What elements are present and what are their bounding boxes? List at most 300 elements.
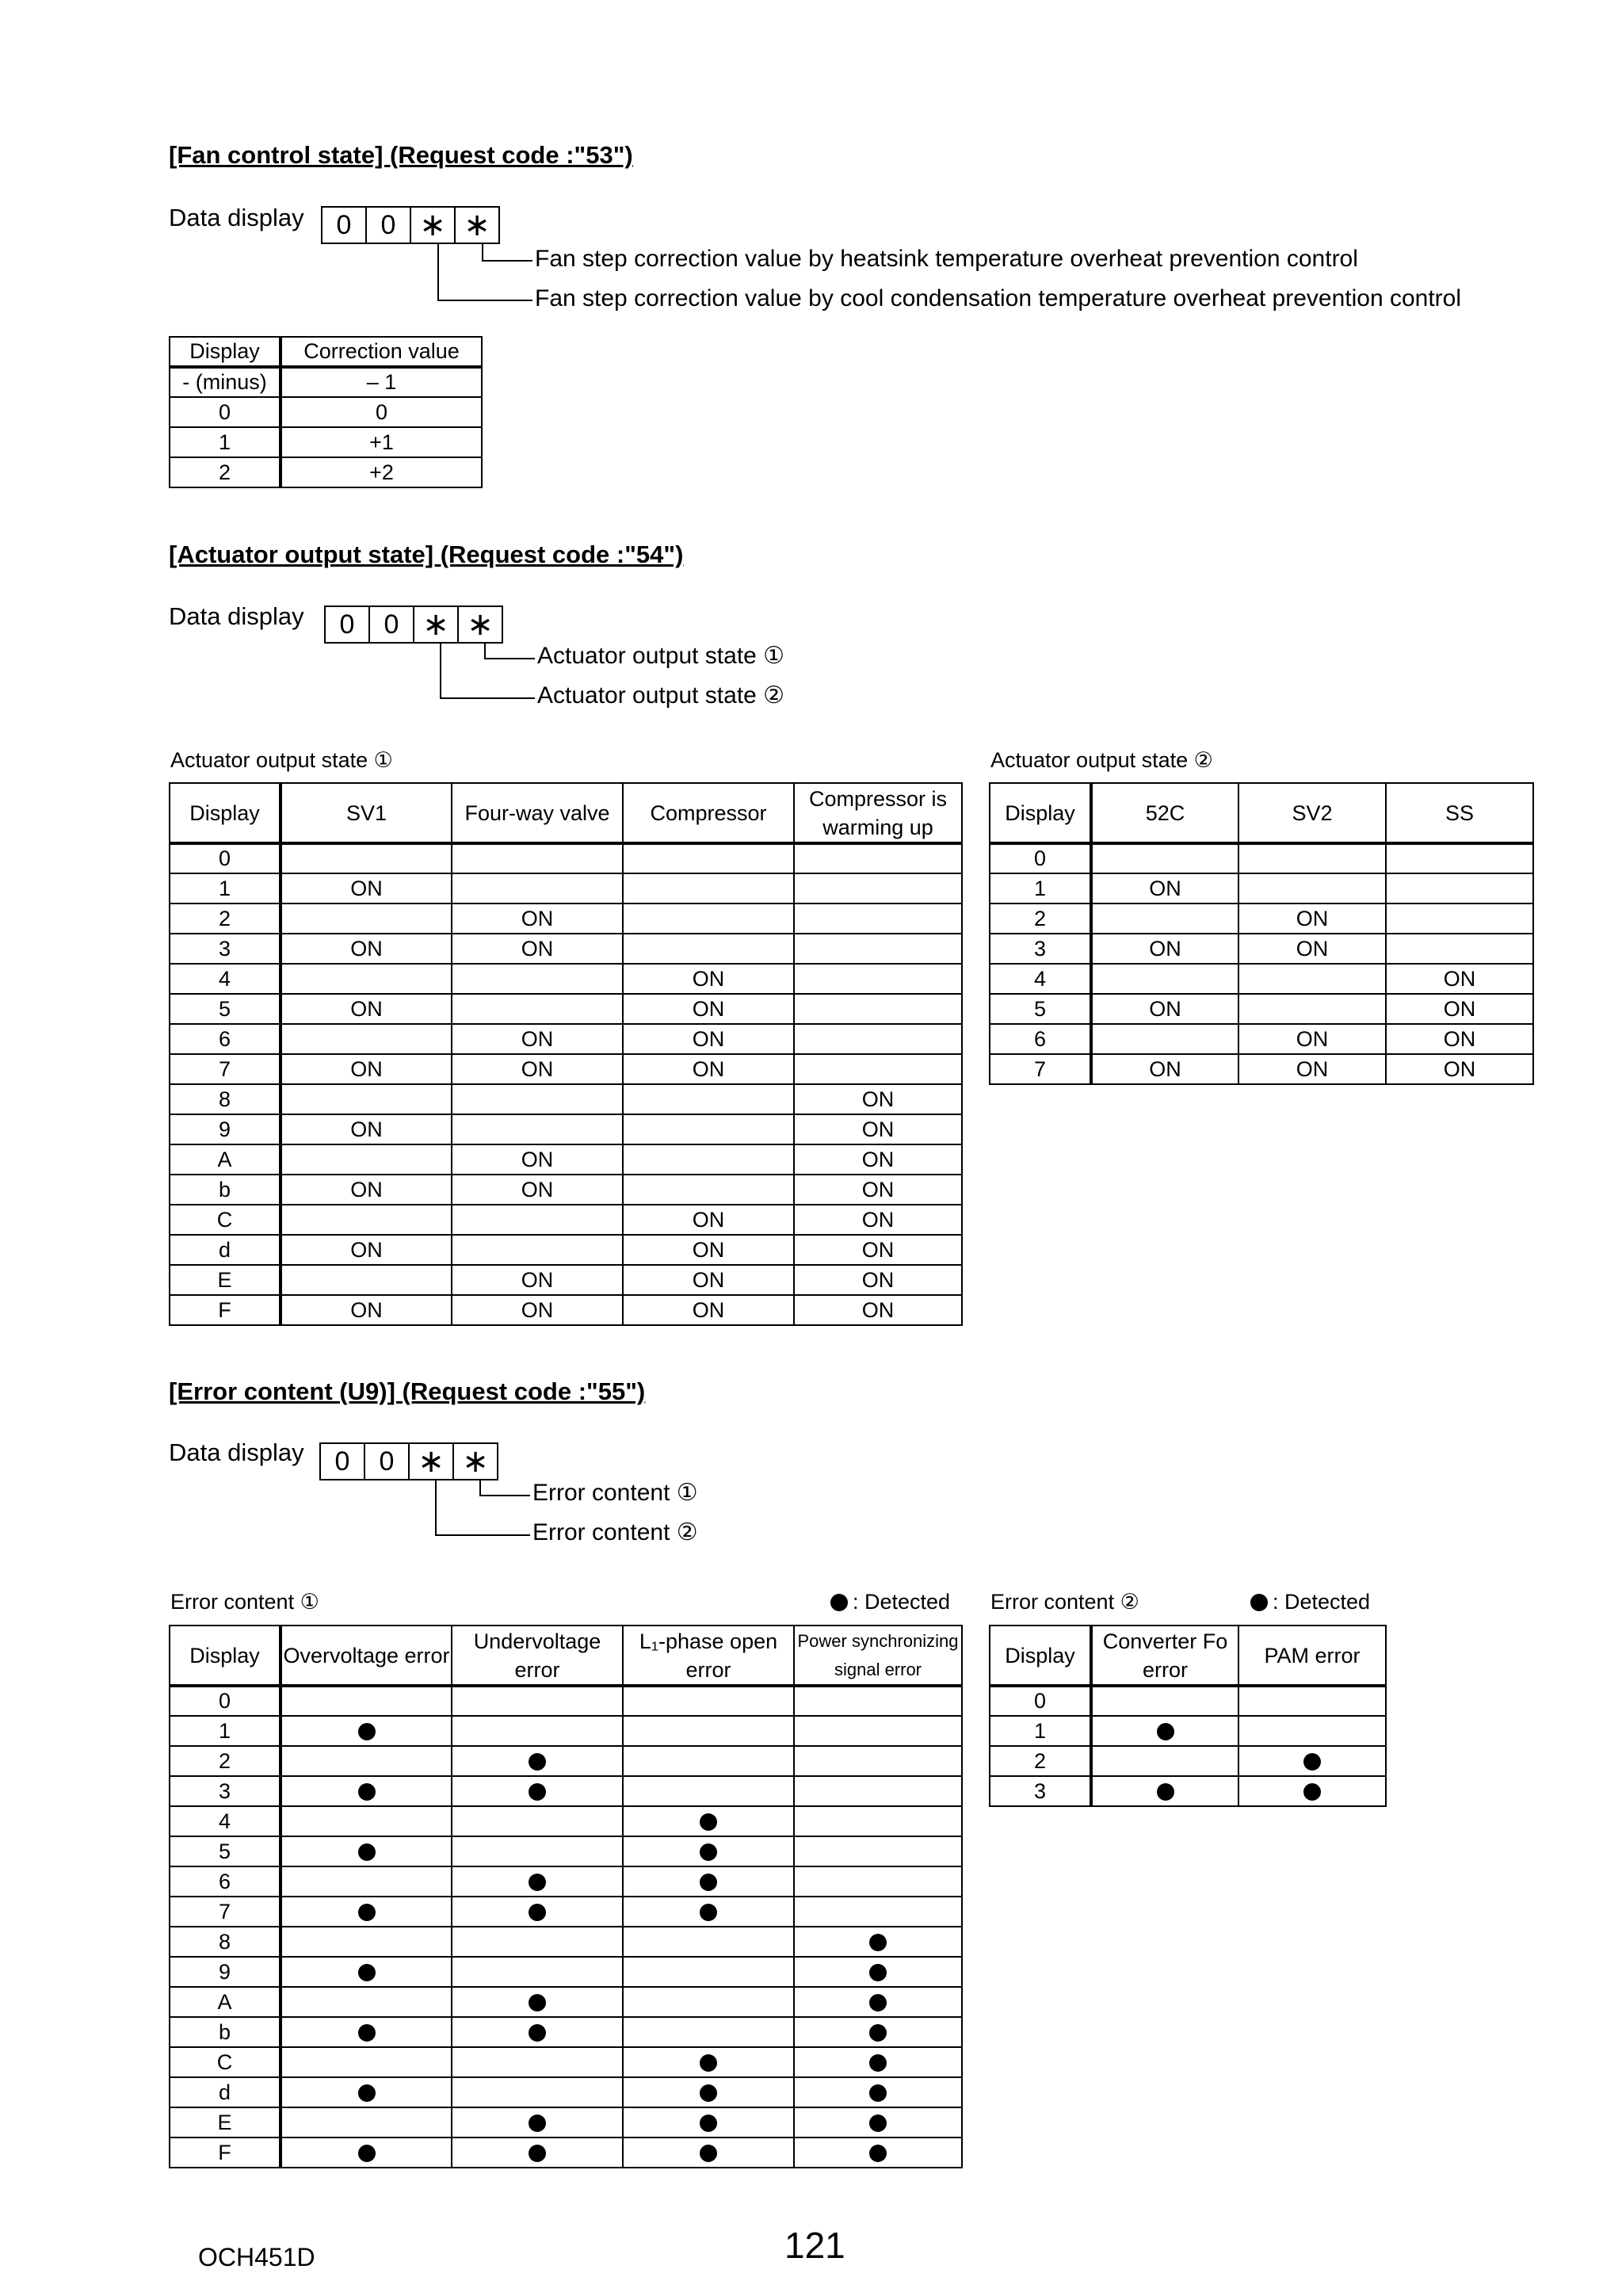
detected-dot-icon	[700, 1904, 717, 1921]
state-cell: ON	[452, 1024, 623, 1054]
table-row	[170, 964, 962, 994]
state-cell	[794, 934, 962, 964]
state-cell: ON	[1386, 994, 1533, 1024]
state-cell	[452, 873, 623, 904]
flag-cell	[623, 1927, 794, 1957]
detected-dot-icon	[869, 2054, 887, 2072]
header-cell: SV2	[1238, 783, 1386, 843]
detected-dot-icon	[529, 1994, 546, 2011]
display-cell: 7	[170, 1054, 281, 1084]
state-cell: ON	[1238, 1024, 1386, 1054]
state-cell	[623, 904, 794, 934]
error-digit: 0	[365, 1444, 410, 1479]
flag-cell	[623, 1897, 794, 1927]
table-row	[170, 2077, 962, 2107]
state-cell: ON	[623, 1235, 794, 1265]
actuator-callout-2: Actuator output state ②	[537, 682, 785, 709]
flag-cell	[623, 2077, 794, 2107]
flag-cell	[452, 1746, 623, 1776]
display-cell: 5	[990, 994, 1091, 1024]
flag-cell	[794, 1957, 962, 1987]
flag-cell	[1091, 1686, 1238, 1716]
state-cell: ON	[1238, 904, 1386, 934]
state-cell: ON	[281, 1114, 452, 1144]
flag-cell	[281, 1866, 452, 1897]
detected-dot-icon	[869, 2145, 887, 2162]
error-legend-2	[1250, 1590, 1370, 1614]
detected-dot-icon	[529, 1904, 546, 1921]
display-cell: 8	[170, 1084, 281, 1114]
cell: – 1	[281, 367, 482, 397]
display-cell: 5	[170, 1836, 281, 1866]
state-cell	[1091, 1024, 1238, 1054]
flag-cell	[281, 2137, 452, 2168]
display-cell: A	[170, 1987, 281, 2017]
detected-dot-icon	[358, 1783, 376, 1801]
cell: 0	[281, 397, 482, 427]
state-cell	[452, 1235, 623, 1265]
table-row	[990, 1746, 1386, 1776]
flag-cell	[452, 2137, 623, 2168]
state-cell: ON	[281, 994, 452, 1024]
flag-cell	[281, 1686, 452, 1716]
table-row	[170, 904, 962, 934]
detected-dot-icon	[869, 2115, 887, 2132]
detected-dot-icon	[1250, 1594, 1268, 1611]
state-cell	[452, 1205, 623, 1235]
flag-cell	[623, 1987, 794, 2017]
fan-digit: 0	[322, 208, 367, 243]
table-header-row	[990, 1626, 1386, 1686]
header-cell: L₁-phase open error	[623, 1626, 794, 1686]
detected-dot-icon	[1303, 1783, 1321, 1801]
state-cell	[1386, 934, 1533, 964]
flag-cell	[281, 1746, 452, 1776]
state-cell	[623, 1084, 794, 1114]
display-cell: d	[170, 2077, 281, 2107]
state-cell: ON	[452, 904, 623, 934]
header-cell: Compressor is warming up	[794, 783, 962, 843]
flag-cell	[452, 1987, 623, 2017]
state-cell: ON	[1386, 1024, 1533, 1054]
table-row	[170, 934, 962, 964]
table-row	[990, 1776, 1386, 1806]
display-cell: 9	[170, 1114, 281, 1144]
state-cell: ON	[794, 1175, 962, 1205]
table-row	[990, 843, 1533, 873]
display-cell: 0	[170, 1686, 281, 1716]
flag-cell	[623, 2137, 794, 2168]
display-cell: b	[170, 1175, 281, 1205]
table-row	[170, 1746, 962, 1776]
detected-dot-icon	[700, 2084, 717, 2102]
legend-text: : Detected	[853, 1590, 951, 1614]
state-cell: ON	[794, 1205, 962, 1235]
header-cell: Display	[990, 783, 1091, 843]
table-row	[170, 1175, 962, 1205]
table-row	[170, 2107, 962, 2137]
cell: - (minus)	[170, 367, 281, 397]
actuator-data-display-box	[324, 606, 503, 644]
header-cell: Overvoltage error	[281, 1626, 452, 1686]
table-row	[170, 1114, 962, 1144]
flag-cell	[794, 2017, 962, 2047]
state-cell	[1238, 994, 1386, 1024]
page-number: 121	[784, 2225, 845, 2266]
state-cell	[452, 843, 623, 873]
display-cell: 6	[170, 1024, 281, 1054]
state-cell: ON	[452, 1295, 623, 1325]
flag-cell	[1091, 1746, 1238, 1776]
header-cell: SV1	[281, 783, 452, 843]
detected-dot-icon	[869, 1994, 887, 2011]
actuator-table1-caption: Actuator output state ①	[170, 748, 393, 772]
error-digit: ∗	[410, 1444, 454, 1479]
detected-dot-icon	[869, 1964, 887, 1981]
state-cell	[281, 964, 452, 994]
flag-cell	[623, 1776, 794, 1806]
state-cell	[794, 904, 962, 934]
cell: 0	[170, 397, 281, 427]
state-cell	[452, 964, 623, 994]
table-row	[170, 1716, 962, 1746]
flag-cell	[794, 2047, 962, 2077]
state-cell	[1386, 843, 1533, 873]
state-cell	[281, 1024, 452, 1054]
table-row	[170, 1897, 962, 1927]
detected-dot-icon	[529, 1753, 546, 1771]
table-row	[170, 1024, 962, 1054]
detected-dot-icon	[529, 2024, 546, 2042]
fan-callout-1: Fan step correction value by heatsink temperature overheat prevention control	[535, 246, 1358, 272]
state-cell	[281, 1144, 452, 1175]
header-cell: Display	[170, 1626, 281, 1686]
table-row	[170, 994, 962, 1024]
fan-data-display-box	[321, 206, 500, 244]
table-row	[170, 1776, 962, 1806]
cell: 1	[170, 427, 281, 457]
state-cell	[452, 1114, 623, 1144]
state-cell	[1091, 843, 1238, 873]
flag-cell	[794, 1987, 962, 2017]
cell: +2	[281, 457, 482, 487]
fan-callout-2: Fan step correction value by cool condensation temperature overheat prevention control	[535, 285, 1462, 311]
cell: 2	[170, 457, 281, 487]
display-cell: 0	[990, 1686, 1091, 1716]
fan-digit: 0	[367, 208, 411, 243]
detected-dot-icon	[358, 1723, 376, 1740]
table-header-row	[170, 337, 482, 367]
table-row	[170, 1054, 962, 1084]
flag-cell	[281, 2047, 452, 2077]
fan-leader-line-2	[437, 243, 532, 301]
table-row	[170, 1866, 962, 1897]
state-cell	[794, 1054, 962, 1084]
header-cell: Display	[990, 1626, 1091, 1686]
detected-dot-icon	[1157, 1783, 1174, 1801]
state-cell	[1386, 904, 1533, 934]
fan-digit: ∗	[411, 208, 456, 243]
flag-cell	[452, 1927, 623, 1957]
state-cell: ON	[623, 1205, 794, 1235]
flag-cell	[452, 2107, 623, 2137]
state-cell	[623, 1114, 794, 1144]
fan-digit: ∗	[464, 208, 490, 243]
flag-cell	[623, 1716, 794, 1746]
table-row	[170, 843, 962, 873]
display-cell: 9	[170, 1957, 281, 1987]
flag-cell	[281, 1776, 452, 1806]
flag-cell	[623, 1686, 794, 1716]
state-cell: ON	[623, 1024, 794, 1054]
display-cell: 7	[170, 1897, 281, 1927]
detected-dot-icon	[869, 1934, 887, 1951]
state-cell: ON	[794, 1084, 962, 1114]
table-header-row	[990, 783, 1533, 843]
display-cell: 5	[170, 994, 281, 1024]
detected-dot-icon	[1157, 1723, 1174, 1740]
detected-dot-icon	[529, 2145, 546, 2162]
state-cell	[794, 994, 962, 1024]
display-cell: 0	[170, 843, 281, 873]
table-header-row	[170, 1626, 962, 1686]
state-cell	[1386, 873, 1533, 904]
flag-cell	[281, 1927, 452, 1957]
error-data-display-box	[319, 1442, 498, 1480]
detected-dot-icon	[700, 2145, 717, 2162]
table-row	[170, 1144, 962, 1175]
error-heading: [Error content (U9)] (Request code :"55")	[169, 1377, 646, 1405]
error-content-2-table	[989, 1625, 1387, 1807]
table-row	[990, 934, 1533, 964]
detected-dot-icon	[529, 1783, 546, 1801]
detected-dot-icon	[358, 1843, 376, 1861]
state-cell: ON	[281, 1235, 452, 1265]
actuator-heading: [Actuator output state] (Request code :"54")	[169, 541, 684, 568]
flag-cell	[794, 2077, 962, 2107]
display-cell: 7	[990, 1054, 1091, 1084]
table-row	[990, 994, 1533, 1024]
header-cell: 52C	[1091, 783, 1238, 843]
state-cell	[1091, 964, 1238, 994]
detected-dot-icon	[700, 2115, 717, 2132]
detected-dot-icon	[358, 1904, 376, 1921]
display-cell: 4	[170, 964, 281, 994]
header-cell: Display	[170, 337, 281, 367]
flag-cell	[1238, 1746, 1386, 1776]
state-cell	[1238, 964, 1386, 994]
display-cell: C	[170, 2047, 281, 2077]
table-row	[170, 873, 962, 904]
state-cell	[1238, 873, 1386, 904]
flag-cell	[623, 1957, 794, 1987]
state-cell	[623, 1175, 794, 1205]
state-cell	[1238, 843, 1386, 873]
table-row	[990, 873, 1533, 904]
state-cell: ON	[623, 964, 794, 994]
state-cell: ON	[1238, 1054, 1386, 1084]
state-cell: ON	[1091, 994, 1238, 1024]
table-row	[170, 1084, 962, 1114]
header-cell: Undervoltage error	[452, 1626, 623, 1686]
state-cell: ON	[281, 873, 452, 904]
state-cell	[452, 1084, 623, 1114]
display-cell: 3	[990, 1776, 1091, 1806]
flag-cell	[794, 1866, 962, 1897]
state-cell	[452, 994, 623, 1024]
display-cell: A	[170, 1144, 281, 1175]
display-cell: 1	[170, 873, 281, 904]
flag-cell	[623, 2107, 794, 2137]
actuator-table2-caption: Actuator output state ②	[990, 748, 1213, 772]
flag-cell	[794, 1746, 962, 1776]
state-cell: ON	[452, 934, 623, 964]
flag-cell	[452, 1897, 623, 1927]
flag-cell	[794, 1836, 962, 1866]
error-data-display-label: Data display	[169, 1438, 304, 1466]
detected-dot-icon	[358, 2024, 376, 2042]
flag-cell	[623, 2017, 794, 2047]
flag-cell	[281, 1836, 452, 1866]
flag-cell	[794, 2137, 962, 2168]
state-cell	[794, 843, 962, 873]
display-cell: 1	[170, 1716, 281, 1746]
flag-cell	[452, 2047, 623, 2077]
display-cell: 2	[990, 1746, 1091, 1776]
display-cell: d	[170, 1235, 281, 1265]
state-cell: ON	[281, 1295, 452, 1325]
flag-cell	[1238, 1686, 1386, 1716]
actuator-state-1-table	[169, 782, 963, 1326]
display-cell: 2	[170, 1746, 281, 1776]
table-row	[170, 1957, 962, 1987]
flag-cell	[1238, 1716, 1386, 1746]
table-row	[990, 1054, 1533, 1084]
flag-cell	[452, 1776, 623, 1806]
table-row	[170, 397, 482, 427]
flag-cell	[281, 1806, 452, 1836]
display-cell: 8	[170, 1927, 281, 1957]
actuator-digit: ∗	[467, 607, 494, 642]
detected-dot-icon	[869, 2024, 887, 2042]
flag-cell	[623, 2047, 794, 2077]
display-cell: 3	[170, 934, 281, 964]
actuator-data-display-label: Data display	[169, 602, 304, 630]
state-cell	[281, 1084, 452, 1114]
table-row	[170, 1295, 962, 1325]
table-row	[170, 2137, 962, 2168]
flag-cell	[794, 1686, 962, 1716]
flag-cell	[452, 1686, 623, 1716]
state-cell	[794, 873, 962, 904]
state-cell: ON	[623, 1054, 794, 1084]
flag-cell	[623, 1806, 794, 1836]
table-row	[170, 1265, 962, 1295]
table-row	[170, 1927, 962, 1957]
display-cell: 4	[170, 1806, 281, 1836]
flag-cell	[794, 1806, 962, 1836]
table-row	[170, 1205, 962, 1235]
state-cell: ON	[794, 1144, 962, 1175]
flag-cell	[281, 2107, 452, 2137]
display-cell: F	[170, 2137, 281, 2168]
detected-dot-icon	[700, 1843, 717, 1861]
fan-correction-table	[169, 336, 483, 488]
state-cell: ON	[1386, 1054, 1533, 1084]
state-cell	[281, 904, 452, 934]
state-cell: ON	[623, 1295, 794, 1325]
header-cell: Compressor	[623, 783, 794, 843]
flag-cell	[794, 1927, 962, 1957]
display-cell: C	[170, 1205, 281, 1235]
state-cell: ON	[1091, 873, 1238, 904]
state-cell	[281, 843, 452, 873]
flag-cell	[452, 1806, 623, 1836]
error-digit: ∗	[462, 1444, 489, 1479]
display-cell: F	[170, 1295, 281, 1325]
header-cell: PAM error	[1238, 1626, 1386, 1686]
header-cell: Four-way valve	[452, 783, 623, 843]
state-cell: ON	[452, 1265, 623, 1295]
table-row	[990, 1024, 1533, 1054]
header-cell: Power synchronizing signal error	[794, 1626, 962, 1686]
state-cell	[623, 873, 794, 904]
flag-cell	[794, 1897, 962, 1927]
state-cell: ON	[1386, 964, 1533, 994]
flag-cell	[794, 2107, 962, 2137]
flag-cell	[623, 1866, 794, 1897]
state-cell: ON	[452, 1054, 623, 1084]
state-cell: ON	[452, 1144, 623, 1175]
flag-cell	[452, 1716, 623, 1746]
flag-cell	[281, 1957, 452, 1987]
display-cell: 2	[990, 904, 1091, 934]
flag-cell	[794, 1776, 962, 1806]
state-cell	[794, 964, 962, 994]
display-cell: 1	[990, 873, 1091, 904]
header-cell: Converter Fo error	[1091, 1626, 1238, 1686]
state-cell	[623, 934, 794, 964]
display-cell: 2	[170, 904, 281, 934]
display-cell: 1	[990, 1716, 1091, 1746]
flag-cell	[281, 2077, 452, 2107]
header-cell: Correction value	[281, 337, 482, 367]
error-content-1-table	[169, 1625, 963, 2168]
detected-dot-icon	[358, 1964, 376, 1981]
detected-dot-icon	[358, 2145, 376, 2162]
state-cell	[281, 1265, 452, 1295]
footer-model-code: OCH451D	[198, 2243, 315, 2271]
table-row	[990, 1686, 1386, 1716]
table-row	[170, 1836, 962, 1866]
actuator-digit: 0	[370, 607, 414, 642]
state-cell: ON	[1238, 934, 1386, 964]
detected-dot-icon	[358, 2084, 376, 2102]
state-cell	[623, 843, 794, 873]
state-cell: ON	[623, 1265, 794, 1295]
table-row	[170, 1686, 962, 1716]
state-cell: ON	[452, 1175, 623, 1205]
display-cell: 4	[990, 964, 1091, 994]
cell: +1	[281, 427, 482, 457]
table-row	[170, 2017, 962, 2047]
display-cell: 0	[990, 843, 1091, 873]
state-cell	[281, 1205, 452, 1235]
table-row	[170, 1235, 962, 1265]
table-row	[990, 1716, 1386, 1746]
state-cell: ON	[623, 994, 794, 1024]
detected-dot-icon	[700, 2054, 717, 2072]
